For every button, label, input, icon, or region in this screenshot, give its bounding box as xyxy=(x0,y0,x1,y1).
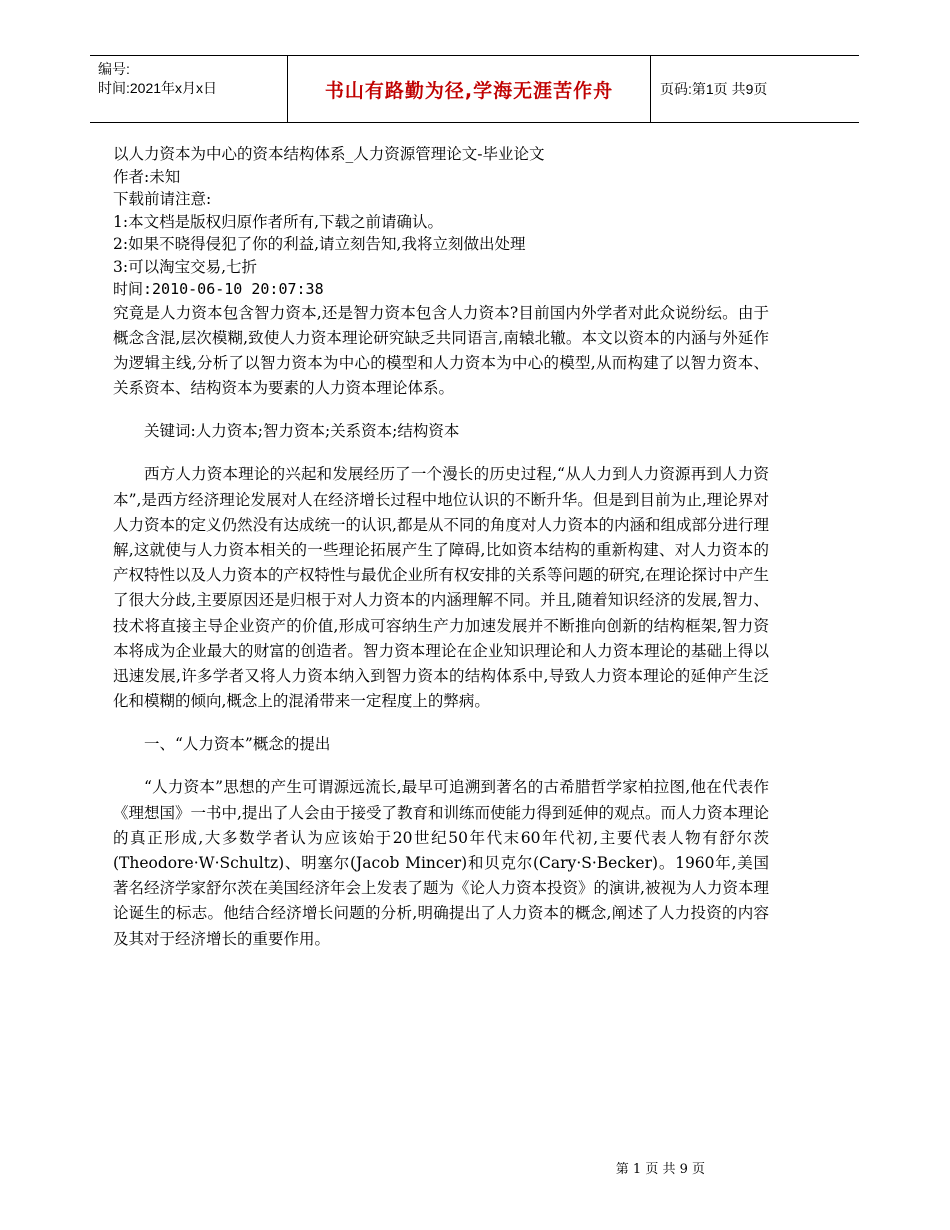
paragraph-2: “人力资本”思想的产生可谓源远流长,最早可追溯到著名的古希腊哲学家柏拉图,他在代表作《理想国》一书中,提出了人会由于接受了教育和训练而使能力得到延伸的观点。而人力资本理论的真正形成,大多数学者认为应该始于20世纪50年代末60年代初,主要代表人物有舒尔茨(Theodore·W·Schultz)、明塞尔(Jacob Mincer)和贝克尔(Cary·S·Becker)。1960年,美国著名经济学家舒尔茨在美国经济年会上发表了题为《论人力资本投资》的演讲,被视为人力资本理论诞生的标志。他结合经济增长问题的分析,明确提出了人力资本的概念,阐述了人力投资的内容及其对于经济增长的重要作用。 xyxy=(113,778,769,948)
notice-item: 3:可以淘宝交易,七折 xyxy=(113,257,258,276)
abstract-text: 究竟是人力资本包含智力资本,还是智力资本包含人力资本?目前国内外学者对此众说纷纭。由于概念含混,层次模糊,致使人力资本理论研究缺乏共同语言,南辕北辙。本文以资本的内涵与外延作为逻辑主线,分析了以智力资本为中心的模型和人力资本为中心的模型,从而构建了以智力资本、关系资本、结构资本为要素的人力资本理论体系。 xyxy=(113,303,769,398)
header-motto: 书山有路勤为径,学海无涯苦作舟 xyxy=(287,56,651,122)
notice-item: 2:如果不晓得侵犯了你的利益,请立刻告知,我将立刻做出处理 xyxy=(113,235,526,253)
section-heading: 一、“人力资本”概念的提出 xyxy=(144,735,331,754)
article-body xyxy=(113,143,769,952)
article-author: 作者:未知 xyxy=(113,167,181,186)
notice-title: 下载前请注意: xyxy=(113,190,212,208)
header-left xyxy=(98,60,217,98)
page-header xyxy=(90,55,859,123)
keywords: 关键词:人力资本;智力资本;关系资本;结构资本 xyxy=(144,422,460,441)
document-time-label: 时间:2021年x月x日 xyxy=(98,80,218,96)
article-time: 时间:2010-06-10 20:07:38 xyxy=(113,280,324,298)
abstract xyxy=(113,301,769,402)
paragraph-1: 西方人力资本理论的兴起和发展经历了一个漫长的历史过程,“从人力到人力资源再到人力资本”,是西方经济理论发展对人在经济增长过程中地位认识的不断升华。但是到目前为止,理论界对人力资本的定义仍然没有达成统一的认识,都是从不同的角度对人力资本的内涵和组成部分进行理解,这就使与人力资本相关的一些理论拓展产生了障碍,比如资本结构的重新构建、对人力资本的产权特性以及人力资本的产权特性与最优企业所有权安排的关系等问题的研究,在理论探讨中产生了很大分歧,主要原因还是归根于对人力资本的内涵理解不同。并且,随着知识经济的发展,智力、技术将直接主导企业资产的价值,形成可容纳生产力加速发展并不断推向创新的结构框架,智力资本将成为企业最大的财富的创造者。智力资本理论在企业知识理论和人力资本理论的基础上得以迅速发展,许多学者又将人力资本纳入到智力资本的结构体系中,导致人力资本理论的延伸产生泛化和模糊的倾向,概念上的混淆带来一定程度上的弊病。 xyxy=(113,465,769,711)
paragraph-block xyxy=(113,462,769,714)
document-number-label: 编号: xyxy=(98,61,130,77)
paragraph-block-2 xyxy=(113,775,769,951)
notice-item: 1:本文档是版权归原作者所有,下载之前请确认。 xyxy=(113,212,444,231)
header-page-info: 页码:第1页 共9页 xyxy=(660,81,768,97)
article-title: 以人力资本为中心的资本结构体系_人力资源管理论文-毕业论文 xyxy=(113,145,545,163)
page-footer: 第 1 页 共 9 页 xyxy=(615,1162,705,1177)
